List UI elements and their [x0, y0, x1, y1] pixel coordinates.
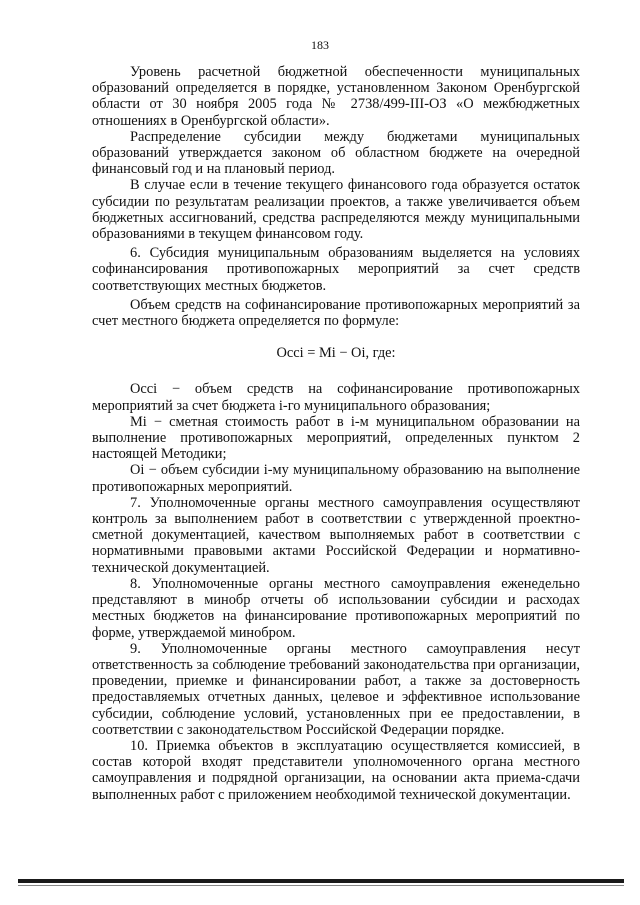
page-number: 183	[311, 38, 329, 52]
bottom-border-line	[18, 879, 624, 883]
paragraph-item-7: 7. Уполномоченные органы местного самоуправления осуществляют контроль за выполнением работ в соответствии с утвержденной проектно-сметной документацией, качеством выполняемых работ в соответствии с нормативными правовыми актами Российской Федерации и нормативно-технической документацией.	[92, 494, 580, 576]
paragraph-definition-oi: Oi − объем субсидии i-му муниципальному образованию на выполнение противопожарных мероприятий.	[92, 462, 580, 495]
paragraph-item-6: 6. Субсидия муниципальным образованиям выделяется на условиях софинансирования противопожарных мероприятий за счет средств соответствующих местных бюджетов.	[92, 245, 580, 294]
paragraph-item-9: 9. Уполномоченные органы местного самоуправления несут ответственность за соблюдение требований законодательства при организации, проведении, приемке и финансировании работ, а также за достоверность предоставляемых отчетных данных, целевое и эффективное использование субсидии, соблюдение условий, установленных при ее предоставлении, в соответствии с законодательством Российской Федерации порядке.	[92, 640, 580, 738]
paragraph-definition-mi: Mi − сметная стоимость работ в i-м муниципальном образовании на выполнение противопожарных мероприятий, определенных пунктом 2 настоящей Методики;	[92, 413, 580, 463]
paragraph-budget-provision: Уровень расчетной бюджетной обеспеченности муниципальных образований определяется в порядке, установленном Законом Оренбургской области от 30 ноября 2005 года № 2738/499-III-ОЗ «О межбюджетных отношениях в Оренбургской области».	[92, 64, 580, 129]
paragraph-item-8: 8. Уполномоченные органы местного самоуправления еженедельно представляют в минобр отчеты об использовании субсидии и расходах местных бюджетов на финансирование противопожарных мероприятий по форме, утверждаемой минобром.	[92, 575, 580, 641]
formula: Occi = Mi − Oi, где:	[276, 345, 396, 362]
paragraph-subsidy-distribution: Распределение субсидии между бюджетами муниципальных образований утверждается законом об областном бюджете на очередной финансовый год и на плановый период.	[92, 128, 580, 178]
paragraph-item-10: 10. Приемка объектов в эксплуатацию осуществляется комиссией, в состав которой входят представители уполномоченного органа местного самоуправления и подрядной организации, на основании акта приема-сдачи выполненных работ с приложением необходимой технической документации.	[92, 737, 580, 803]
document-body	[92, 64, 580, 803]
bottom-border-line-thin	[18, 885, 624, 886]
paragraph-definition-occi: Occi − объем средств на софинансирование противопожарных мероприятий за счет бюджета i-го муниципального образования;	[92, 381, 580, 414]
paragraph-subsidy-remainder: В случае если в течение текущего финансового года образуется остаток субсидии по результатам реализации проектов, а также увеличивается объем бюджетных ассигнований, средства распределяются между муниципальными образованиями в текущем финансовом году.	[92, 177, 580, 243]
paragraph-cofinancing-volume: Объем средств на софинансирование противопожарных мероприятий за счет местного бюджета определяется по формуле:	[92, 296, 580, 330]
